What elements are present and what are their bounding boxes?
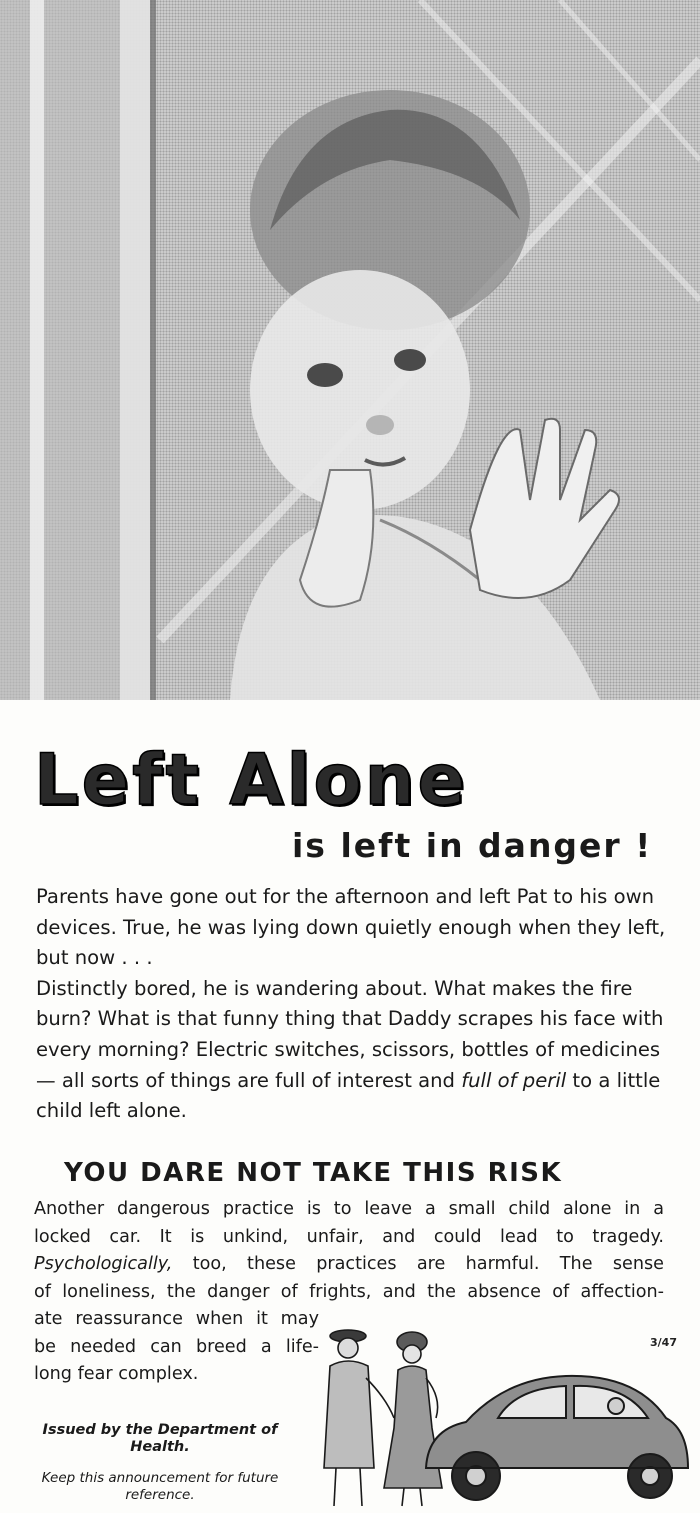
line-7: long fear complex.	[34, 1364, 199, 1384]
headline-left-alone: Left Alone	[34, 739, 468, 821]
line-2: locked car. It is unkind, unfair, and could lead to tragedy.	[34, 1226, 664, 1247]
line-6: be needed can breed a life-	[34, 1336, 319, 1357]
body-copy	[36, 882, 666, 1127]
paragraph-2-part-2: to a little child left alone.	[36, 1068, 661, 1123]
car-figure	[426, 1376, 688, 1500]
keep-note: Keep this announcement for future reference.	[41, 1470, 279, 1503]
child-at-window-photo	[0, 0, 700, 700]
line-1: Another dangerous practice is to leave a small child alone in a	[34, 1199, 664, 1219]
risk-heading: YOU DARE NOT TAKE THIS RISK	[64, 1158, 563, 1188]
line-5: ate reassurance when it may	[34, 1309, 319, 1329]
photo-illustration	[0, 0, 700, 700]
issued-by-credit: Issued by the Department of Health.	[42, 1422, 278, 1455]
paragraph-1: Parents have gone out for the afternoon and left Pat to his own devices. True, he was lying down quietly enough when they left, but now . . .	[36, 885, 666, 970]
couple-and-car-illustration	[316, 1318, 692, 1508]
paragraph-2-italic: full of peril	[461, 1068, 567, 1092]
subheadline: is left in danger !	[292, 826, 653, 865]
line-3	[34, 1251, 664, 1279]
line-3-rest: too, these practices are harmful. The sense	[172, 1254, 664, 1274]
woman-figure	[384, 1332, 442, 1506]
paragraph-2-part-1: Distinctly bored, he is wandering about. What makes the fire burn? What is that funny thing that Daddy scrapes his face with every morning? Electric switches, scissors, bottles of medicines — all sorts of things are full of interest and	[36, 976, 664, 1092]
paragraph-2	[36, 974, 666, 1127]
reference-code: 3/47	[650, 1336, 677, 1349]
line-4: of loneliness, the danger of frights, and the absence of affection-	[34, 1281, 664, 1302]
psychologically-italic: Psychologically,	[34, 1254, 173, 1274]
man-figure	[324, 1330, 394, 1506]
